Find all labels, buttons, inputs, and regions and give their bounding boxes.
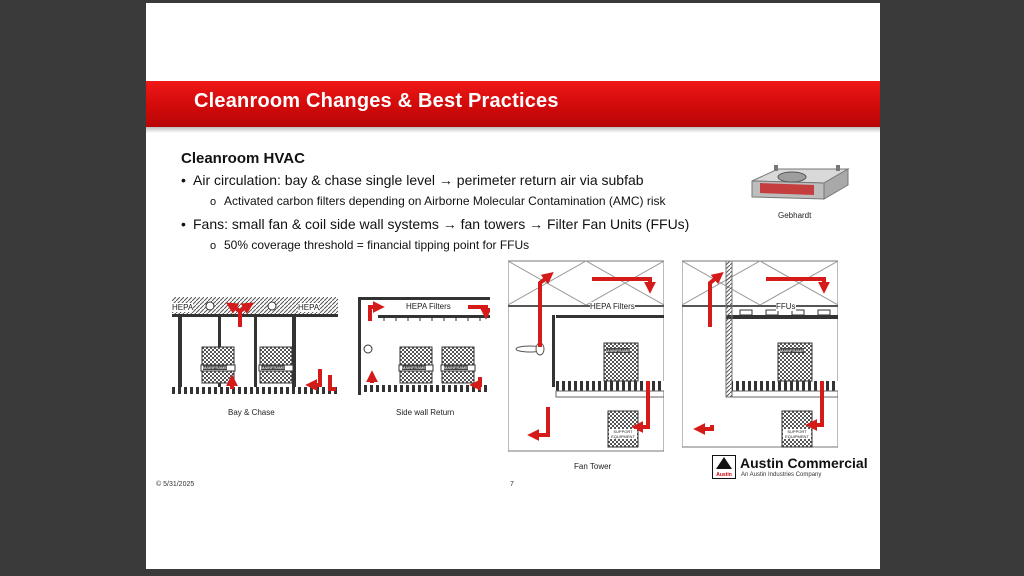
sub-bullet-2 [210, 238, 529, 252]
hepa-filter-ceiling [556, 315, 664, 318]
bullet-dot: • [181, 172, 186, 188]
logo-mark-text: Austin [716, 472, 732, 478]
side-wall-filter-label: HEPA Filters [406, 302, 451, 311]
slide-title: Cleanroom Changes & Best Practices [194, 90, 559, 112]
fan-tower-support-label: SUPPORT EQUIPMENT [609, 429, 637, 439]
bay-chase-caption: Bay & Chase [228, 408, 275, 417]
company-name: Austin Commercial [740, 455, 868, 471]
chase-wall-left [178, 317, 182, 391]
slide [146, 3, 880, 569]
ffu-filter-label: FFUs [776, 302, 796, 311]
company-subtitle: An Austin Industries Company [741, 472, 822, 478]
fan-tower-caption: Fan Tower [574, 462, 612, 471]
ffu-support-label: SUPPORT EQUIPMENT [783, 429, 811, 439]
bullet-dot: • [181, 216, 186, 232]
ffu-diagram [682, 257, 838, 449]
austin-logo-mark [712, 455, 736, 479]
sub-bullet-2-text: 50% coverage threshold = financial tipping point for FFUs [224, 238, 530, 252]
sub-bullet-1-text: Activated carbon filters depending on Airborne Molecular Contamination (AMC) risk [224, 194, 666, 208]
side-wall-caption: Side wall Return [396, 408, 455, 417]
fan-tower-mainframe-label: MAINFRAME [606, 348, 630, 353]
bullet-2-text: Fans: small fan & coil side wall systems → fan towers → Filter Fan Units (FFUs) [193, 216, 690, 232]
logo-a-shape [716, 457, 732, 469]
ffu-image-caption: Gebhardt [778, 211, 812, 220]
bay-mainframe-label-2: MAINFRAME [261, 365, 285, 370]
fan-tower-diagram [508, 257, 664, 457]
hepa-filter-ceiling [378, 315, 490, 318]
ffu-ceiling [726, 315, 838, 319]
bullet-1 [181, 172, 644, 188]
bullet-1-text: Air circulation: bay & chase single level → perimeter return air via subfab [193, 172, 644, 188]
ffu-mainframe-label: MAINFRAME [780, 348, 804, 353]
fan-tower-filter-label: HEPA Filters [590, 302, 635, 311]
raised-floor-grate [172, 387, 338, 394]
page-number: 7 [510, 481, 514, 488]
banner-shadow [146, 127, 880, 133]
bay-mainframe-label-1: MAINFRAME [203, 365, 227, 370]
chase-wall-right [292, 317, 296, 391]
sub-bullet-1 [210, 194, 666, 208]
sub-bullet-ring: o [210, 240, 217, 252]
side-mainframe-label-2: MAINFRAME [444, 365, 468, 370]
bay-hepa-left-label: HEPA [172, 303, 194, 312]
side-wall-diagram [358, 297, 490, 401]
ffu-product-image [744, 159, 854, 207]
bay-hepa-right-label: HEPA [298, 303, 320, 312]
section-heading: Cleanroom HVAC [181, 150, 305, 167]
sub-bullet-ring: o [210, 196, 217, 208]
side-mainframe-label-1: MAINFRAME [402, 365, 426, 370]
bullet-2 [181, 216, 689, 232]
footer-date: © 5/31/2025 [156, 481, 195, 488]
bay-chase-diagram [172, 297, 338, 405]
